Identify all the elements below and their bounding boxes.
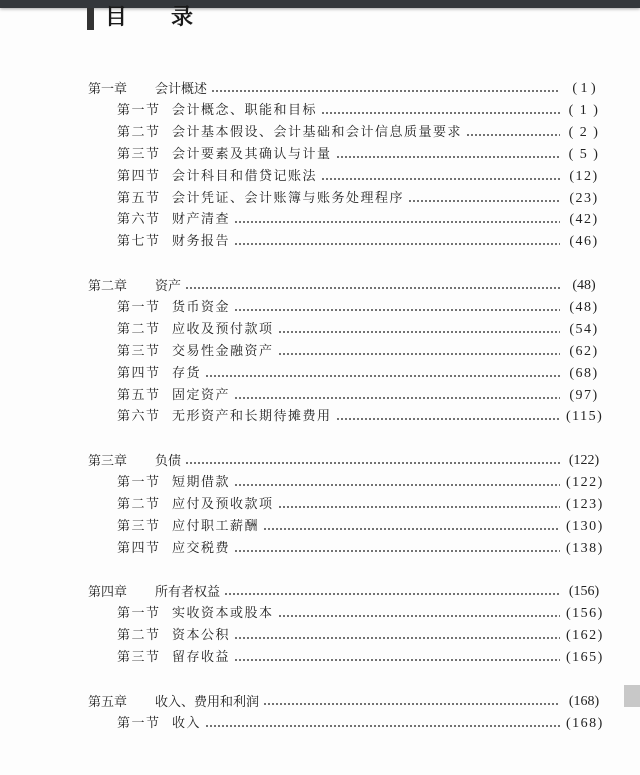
toc-section-row[interactable] bbox=[0, 342, 640, 362]
dot-leader bbox=[205, 375, 560, 377]
toc-section-row[interactable] bbox=[0, 539, 640, 559]
section-number: 第三节 bbox=[117, 146, 161, 162]
chapter-title: 资产 bbox=[155, 278, 182, 293]
dot-leader bbox=[466, 134, 560, 136]
dot-leader bbox=[278, 331, 560, 333]
section-number: 第一节 bbox=[117, 605, 161, 621]
section-title: 固定资产 bbox=[172, 387, 231, 403]
section-title: 资本公积 bbox=[172, 627, 231, 643]
toc-section-row[interactable] bbox=[0, 101, 640, 121]
chapter-title: 负债 bbox=[155, 453, 182, 468]
section-number: 第六节 bbox=[117, 409, 161, 425]
page-number: (168) bbox=[568, 694, 600, 709]
dot-leader bbox=[211, 90, 560, 92]
dot-leader bbox=[185, 462, 560, 464]
page-number: (68) bbox=[569, 365, 599, 381]
page-number: (48) bbox=[569, 299, 599, 315]
section-number: 第四节 bbox=[117, 365, 161, 381]
section-number: 第三节 bbox=[117, 649, 161, 665]
page-number: (162) bbox=[566, 627, 604, 643]
section-title: 会计科目和借贷记账法 bbox=[172, 168, 318, 184]
chapter-number: 第三章 bbox=[88, 453, 128, 468]
toc-section-row[interactable] bbox=[0, 495, 640, 515]
page-number: ( 2 ) bbox=[568, 124, 600, 140]
toc-chapter-row[interactable] bbox=[0, 276, 640, 296]
dot-leader bbox=[234, 309, 560, 311]
section-number: 第三节 bbox=[117, 518, 161, 534]
section-title: 应收及预付款项 bbox=[172, 321, 274, 337]
toc-section-row[interactable] bbox=[0, 604, 640, 624]
page-number: (122) bbox=[566, 474, 604, 490]
toc-chapter-row[interactable] bbox=[0, 451, 640, 471]
dot-leader bbox=[224, 593, 560, 595]
page-number: (130) bbox=[566, 518, 604, 534]
side-scroll-tab[interactable] bbox=[624, 685, 640, 707]
dot-leader bbox=[234, 550, 560, 552]
chapter-title: 所有者权益 bbox=[155, 584, 221, 599]
toc-chapter-row[interactable] bbox=[0, 692, 640, 712]
toc-section-row[interactable] bbox=[0, 232, 640, 252]
page-number: (62) bbox=[569, 343, 599, 359]
page-number: (165) bbox=[566, 649, 604, 665]
toc-chapter-row[interactable] bbox=[0, 582, 640, 602]
toc-section-row[interactable] bbox=[0, 714, 640, 734]
section-number: 第一节 bbox=[117, 715, 161, 731]
dot-leader bbox=[234, 484, 560, 486]
section-title: 应付职工薪酬 bbox=[172, 518, 260, 534]
dot-leader bbox=[234, 397, 560, 399]
page-number: (123) bbox=[566, 496, 604, 512]
dot-leader bbox=[336, 156, 560, 158]
toc-section-row[interactable] bbox=[0, 626, 640, 646]
section-title: 应交税费 bbox=[172, 540, 231, 556]
title-char-1: 目 bbox=[105, 5, 128, 30]
section-title: 存货 bbox=[172, 365, 202, 381]
toc-section-row[interactable] bbox=[0, 145, 640, 165]
chapter-title: 收入、费用和利润 bbox=[155, 694, 260, 709]
page-number: (156) bbox=[566, 605, 604, 621]
page-number: (156) bbox=[568, 584, 600, 599]
toc-section-row[interactable] bbox=[0, 648, 640, 668]
toc-section-row[interactable] bbox=[0, 210, 640, 230]
title-marker-bar bbox=[87, 8, 94, 30]
toc-section-row[interactable] bbox=[0, 298, 640, 318]
page-number: (48) bbox=[572, 278, 596, 293]
section-number: 第一节 bbox=[117, 299, 161, 315]
page-number: (168) bbox=[566, 715, 604, 731]
dot-leader bbox=[408, 200, 560, 202]
toc-section-row[interactable] bbox=[0, 473, 640, 493]
section-number: 第四节 bbox=[117, 540, 161, 556]
page-number: (42) bbox=[569, 212, 599, 228]
section-title: 会计凭证、会计账簿与账务处理程序 bbox=[172, 190, 405, 206]
toc-section-row[interactable] bbox=[0, 407, 640, 427]
dot-leader bbox=[321, 112, 560, 114]
toc-section-row[interactable] bbox=[0, 364, 640, 384]
dot-leader bbox=[234, 221, 560, 223]
page-number: (46) bbox=[569, 234, 599, 250]
section-number: 第二节 bbox=[117, 627, 161, 643]
section-number: 第二节 bbox=[117, 496, 161, 512]
section-title: 无形资产和长期待摊费用 bbox=[172, 409, 332, 425]
dot-leader bbox=[263, 703, 560, 705]
dot-leader bbox=[278, 615, 560, 617]
section-number: 第四节 bbox=[117, 168, 161, 184]
dot-leader bbox=[278, 506, 560, 508]
section-number: 第七节 bbox=[117, 234, 161, 250]
section-number: 第六节 bbox=[117, 212, 161, 228]
section-title: 应付及预收款项 bbox=[172, 496, 274, 512]
page-number: (23) bbox=[569, 190, 599, 206]
page-number: (54) bbox=[569, 321, 599, 337]
section-title: 财产清查 bbox=[172, 212, 231, 228]
section-number: 第三节 bbox=[117, 343, 161, 359]
page-number: (122) bbox=[568, 453, 600, 468]
section-title: 短期借款 bbox=[172, 474, 231, 490]
section-title: 交易性金融资产 bbox=[172, 343, 274, 359]
dot-leader bbox=[234, 659, 560, 661]
page-title bbox=[87, 6, 193, 30]
toc-section-row[interactable] bbox=[0, 167, 640, 187]
section-number: 第二节 bbox=[117, 321, 161, 337]
page-number: (97) bbox=[569, 387, 599, 403]
section-number: 第五节 bbox=[117, 190, 161, 206]
section-title: 会计概念、职能和目标 bbox=[172, 102, 318, 118]
section-title: 财务报告 bbox=[172, 234, 231, 250]
section-title: 会计基本假设、会计基础和会计信息质量要求 bbox=[172, 124, 463, 140]
toc-section-row[interactable] bbox=[0, 320, 640, 340]
section-number: 第五节 bbox=[117, 387, 161, 403]
dot-leader bbox=[336, 418, 560, 420]
page-number: (12) bbox=[569, 168, 599, 184]
chapter-number: 第二章 bbox=[88, 278, 128, 293]
title-char-2: 录 bbox=[171, 5, 194, 30]
toc-section-row[interactable] bbox=[0, 123, 640, 143]
page-number: (138) bbox=[566, 540, 604, 556]
toc-chapter-row[interactable] bbox=[0, 79, 640, 99]
dot-leader bbox=[321, 178, 560, 180]
section-title: 会计要素及其确认与计量 bbox=[172, 146, 332, 162]
toc-section-row[interactable] bbox=[0, 517, 640, 537]
section-title: 收入 bbox=[172, 715, 202, 731]
page-number: (115) bbox=[566, 409, 604, 425]
chapter-title: 会计概述 bbox=[155, 81, 208, 96]
chapter-number: 第四章 bbox=[88, 584, 128, 599]
dot-leader bbox=[185, 287, 560, 289]
section-title: 实收资本或股本 bbox=[172, 605, 274, 621]
dot-leader bbox=[278, 353, 560, 355]
page-number: ( 1 ) bbox=[568, 102, 600, 118]
page-number: ( 5 ) bbox=[568, 146, 600, 162]
toc-section-row[interactable] bbox=[0, 189, 640, 209]
section-number: 第二节 bbox=[117, 124, 161, 140]
chapter-number: 第五章 bbox=[88, 694, 128, 709]
toc-section-row[interactable] bbox=[0, 386, 640, 406]
section-number: 第一节 bbox=[117, 474, 161, 490]
page-number: ( 1 ) bbox=[572, 81, 596, 96]
section-title: 货币资金 bbox=[172, 299, 231, 315]
dot-leader bbox=[234, 637, 560, 639]
chapter-number: 第一章 bbox=[88, 81, 128, 96]
section-title: 留存收益 bbox=[172, 649, 231, 665]
dot-leader bbox=[234, 243, 560, 245]
section-number: 第一节 bbox=[117, 102, 161, 118]
dot-leader bbox=[263, 528, 560, 530]
dot-leader bbox=[205, 725, 560, 727]
